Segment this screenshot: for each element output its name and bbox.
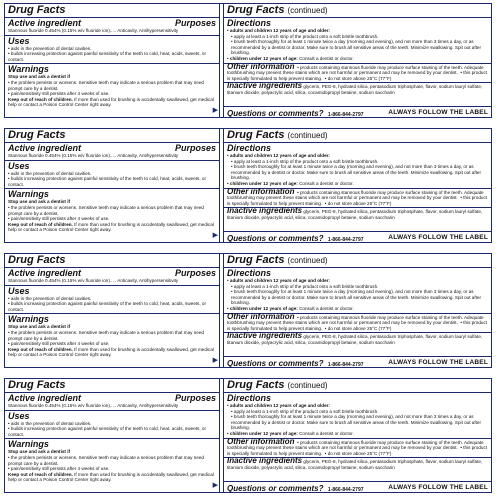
directions-adults-line: • adults and children 12 years of age and older:: [227, 403, 488, 409]
stop-use-subheading: Stop use and ask a dentist if: [8, 199, 71, 205]
active-ingredient-section: [5, 18, 219, 36]
continued-suffix: (continued): [287, 6, 328, 15]
always-follow-label: ALWAYS FOLLOW THE LABEL: [388, 233, 488, 241]
directions-item: • apply at least a 1-inch strip of the product onto a soft bristle toothbrush.: [227, 409, 488, 415]
warnings-item: • pain/sensitivity still persists after 4 weeks of use.: [8, 216, 216, 222]
keep-out-bold: Keep out of reach of children.: [8, 471, 73, 477]
directions-item: • brush teeth thoroughly for at least 1 minute twice a day (morning and evening), and not more than 3 times a day, or as recommended by a dentist or doctor. Make sure to brush all sensitive areas of the teeth. Minimize swallowing. Spit out after brushing.: [227, 414, 488, 431]
children-bold: children under 12 years of age:: [229, 430, 298, 436]
questions-phone: 1-866-844-2797: [327, 487, 364, 493]
other-information-heading: Other information: [227, 311, 295, 321]
other-information-item3: do not store above 25°C (77°F): [327, 325, 392, 331]
children-text: Consult a dentist or doctor.: [297, 180, 354, 186]
other-information-item3: do not store above 25°C (77°F): [327, 75, 392, 81]
drug-facts-left-column: [5, 129, 220, 242]
warnings-heading: Warnings: [8, 314, 49, 325]
drug-facts-continued-title: [224, 4, 491, 18]
purposes-heading: Purposes: [174, 393, 216, 403]
active-ingredient-heading: Active ingredient: [8, 18, 82, 28]
inactive-ingredients-heading: Inactive ingredients: [227, 81, 303, 91]
other-information-body: products containing stannous fluoride may produce surface staining of the teeth. Adequate toothbrushing may prevent these stains which are not harmful or permanent and may be removed by your dentist.: [227, 314, 484, 326]
uses-item: • aids in the prevention of dental cavities.: [8, 421, 216, 427]
keep-out-bold: Keep out of reach of children.: [8, 221, 73, 227]
other-information-item3: do not store above 25°C (77°F): [327, 200, 392, 206]
other-information-body: products containing stannous fluoride may produce surface staining of the teeth. Adequate toothbrushing may prevent these stains which are not harmful or permanent and may be removed by your dentist.: [227, 64, 484, 76]
questions-label: Questions or comments?: [227, 359, 324, 368]
warnings-item: • the problem persists or worsens. Sensitive teeth may indicate a serious problem that may need prompt care by a dentist.: [8, 455, 216, 466]
continued-title-text: Drug Facts: [227, 254, 285, 266]
drug-facts-panel: [4, 3, 492, 118]
children-text: Consult a dentist or doctor.: [297, 305, 354, 311]
inactive-ingredients-section: [224, 83, 491, 96]
inactive-ingredients-heading: Inactive ingredients: [227, 331, 303, 341]
directions-section: [224, 143, 491, 189]
questions-phone: 1-866-844-2797: [327, 362, 364, 368]
drug-facts-continued-title: [224, 254, 491, 268]
other-information-body: products containing stannous fluoride may produce surface staining of the teeth. Adequate toothbrushing may prevent these stains which are not harmful or permanent and may be removed by your dentist.: [227, 439, 484, 451]
continued-title-text: Drug Facts: [227, 4, 285, 16]
keep-out-text: If more than used for brushing is accidentally swallowed, get medical help or contact a Poison Control Center right away.: [8, 221, 214, 233]
drug-facts-left-column: [5, 379, 220, 492]
drug-facts-continued-title: [224, 379, 491, 393]
warnings-heading: Warnings: [8, 189, 49, 200]
drug-facts-title: Drug Facts: [5, 379, 219, 393]
directions-item: • brush teeth thoroughly for at least 1 minute twice a day (morning and evening), and not more than 3 times a day, or as recommended by a dentist or doctor. Make sure to brush all sensitive areas of the teeth. Minimize swallowing. Spit out after brushing.: [227, 289, 488, 306]
questions-row: [224, 481, 491, 492]
warnings-item: • pain/sensitivity still persists after 4 weeks of use.: [8, 91, 216, 97]
drug-facts-panel: [4, 378, 492, 493]
keep-out-of-reach: [8, 222, 216, 233]
other-information-text: Other information • products containing stannous fluoride may produce surface staining of the teeth. Adequate toothbrushing may prevent these stains which are not harmful or permanent and may be removed by your dentist. • this product is specially formulated to help prevent staining. • do not store above 25°C (77°F): [227, 311, 488, 331]
warnings-section: [5, 64, 219, 109]
other-information-text: Other information • products containing stannous fluoride may produce surface staining of the teeth. Adequate toothbrushing may prevent these stains which are not harmful or permanent and may be removed by your dentist. • this product is specially formulated to help prevent staining. • do not store above 25°C (77°F): [227, 186, 488, 206]
directions-section: [224, 18, 491, 64]
inactive-ingredients-heading: Inactive ingredients: [227, 456, 303, 466]
directions-adults-line: • adults and children 12 years of age and older:: [227, 28, 488, 34]
children-text: Consult a dentist or doctor.: [297, 55, 354, 61]
inactive-ingredients-section: [224, 458, 491, 471]
directions-heading: Directions: [227, 393, 272, 403]
inactive-ingredients-section: [224, 333, 491, 346]
uses-section: [5, 411, 219, 440]
inactive-ingredients-body: glycerin, PEG-8, hydrated silica, pentasodium triphosphate, flavor, sodium lauryl sulfate, titanium dioxide, polyacrylic acid, silica, cocamidopropyl betaine, sodium saccharin: [227, 209, 483, 220]
uses-item: • builds increasing protection against painful sensitivity of the teeth to cold, heat, acids, sweets, or contact.: [8, 176, 216, 187]
active-ingredient-line: Stannous fluoride 0.454% (0.15% w/v fluoride ion)..... Anticavity, Antihypersensitivity: [8, 28, 179, 33]
keep-out-text: If more than used for brushing is accidentally swallowed, get medical help or contact a Poison Control Center right away.: [8, 471, 214, 483]
warnings-heading: Warnings: [8, 64, 49, 75]
directions-section: [224, 393, 491, 439]
uses-section: [5, 161, 219, 190]
other-information-heading: Other information: [227, 186, 295, 196]
continue-arrow-icon: ▶: [212, 482, 218, 489]
directions-item: • brush teeth thoroughly for at least 1 minute twice a day (morning and evening), and not more than 3 times a day, or as recommended by a dentist or doctor. Make sure to brush all sensitive areas of the teeth. Minimize swallowing. Spit out after brushing.: [227, 39, 488, 56]
drug-facts-panel: [4, 128, 492, 243]
active-ingredient-section: [5, 268, 219, 286]
inactive-ingredients-body: glycerin, PEG-8, hydrated silica, pentasodium triphosphate, flavor, sodium lauryl sulfate, titanium dioxide, polyacrylic acid, silica, cocamidopropyl betaine, sodium saccharin: [227, 459, 483, 470]
directions-heading: Directions: [227, 268, 272, 278]
questions-phone: 1-866-844-2797: [327, 237, 364, 243]
other-information-text: Other information • products containing stannous fluoride may produce surface staining of the teeth. Adequate toothbrushing may prevent these stains which are not harmful or permanent and may be removed by your dentist. • this product is specially formulated to help prevent staining. • do not store above 25°C (77°F): [227, 61, 488, 81]
active-ingredient-line: Stannous fluoride 0.454% (0.15% w/v fluoride ion)..... Anticavity, Antihypersensitivity: [8, 278, 179, 283]
keep-out-of-reach: [8, 347, 216, 358]
warnings-section: [5, 189, 219, 234]
questions-group: [227, 228, 364, 246]
questions-group: [227, 353, 364, 371]
purposes-heading: Purposes: [174, 268, 216, 278]
directions-item: • apply at least a 1-inch strip of the product onto a soft bristle toothbrush.: [227, 159, 488, 165]
uses-section: [5, 36, 219, 65]
other-information-item2: this product is specially formulated to help prevent staining.: [227, 70, 488, 81]
continued-suffix: (continued): [287, 256, 328, 265]
active-ingredient-line: Stannous fluoride 0.454% (0.15% w/v fluoride ion)..... Anticavity, Antihypersensitivity: [8, 403, 179, 408]
warnings-item: • pain/sensitivity still persists after 4 weeks of use.: [8, 341, 216, 347]
stop-use-subheading: Stop use and ask a dentist if: [8, 324, 71, 330]
other-information-item2: this product is specially formulated to help prevent staining.: [227, 195, 488, 206]
questions-phone: 1-866-844-2797: [327, 112, 364, 118]
inactive-ingredients-text: [227, 208, 488, 220]
drug-facts-left-column: [5, 4, 220, 117]
warnings-heading: Warnings: [8, 439, 49, 450]
purposes-heading: Purposes: [174, 18, 216, 28]
drug-facts-title: Drug Facts: [5, 4, 219, 18]
uses-section: [5, 286, 219, 315]
warnings-item: • the problem persists or worsens. Sensitive teeth may indicate a serious problem that may need prompt care by a dentist.: [8, 80, 216, 91]
inactive-ingredients-heading: Inactive ingredients: [227, 206, 303, 216]
children-bold: children under 12 years of age:: [229, 180, 298, 186]
children-bold: children under 12 years of age:: [229, 55, 298, 61]
always-follow-label: ALWAYS FOLLOW THE LABEL: [388, 483, 488, 491]
uses-item: • aids in the prevention of dental cavities.: [8, 46, 216, 52]
uses-heading: Uses: [8, 160, 30, 171]
directions-item: • apply at least a 1-inch strip of the product onto a soft bristle toothbrush.: [227, 284, 488, 290]
uses-item: • builds increasing protection against painful sensitivity of the teeth to cold, heat, acids, sweets, or contact.: [8, 301, 216, 312]
uses-item: • builds increasing protection against painful sensitivity of the teeth to cold, heat, acids, sweets, or contact.: [8, 426, 216, 437]
uses-item: • aids in the prevention of dental cavities.: [8, 171, 216, 177]
active-ingredient-section: [5, 143, 219, 161]
other-information-item3: do not store above 25°C (77°F): [327, 450, 392, 456]
questions-row: [224, 231, 491, 242]
continue-arrow-icon: ▶: [212, 232, 218, 239]
stop-use-subheading: Stop use and ask a dentist if: [8, 449, 71, 455]
drug-facts-right-column: [223, 129, 491, 242]
keep-out-text: If more than used for brushing is accidentally swallowed, get medical help or contact a Poison Control Center right away.: [8, 346, 214, 358]
children-text: Consult a dentist or doctor.: [297, 430, 354, 436]
questions-row: [224, 106, 491, 117]
inactive-ingredients-body: glycerin, PEG-8, hydrated silica, pentasodium triphosphate, flavor, sodium lauryl sulfate, titanium dioxide, polyacrylic acid, silica, cocamidopropyl betaine, sodium saccharin: [227, 334, 483, 345]
drug-facts-right-column: [223, 379, 491, 492]
questions-group: [227, 103, 364, 121]
continued-suffix: (continued): [287, 131, 328, 140]
other-information-heading: Other information: [227, 61, 295, 71]
questions-group: [227, 478, 364, 496]
active-ingredient-heading: Active ingredient: [8, 393, 82, 403]
inactive-ingredients-body: glycerin, PEG-8, hydrated silica, pentasodium triphosphate, flavor, sodium lauryl sulfate, titanium dioxide, polyacrylic acid, silica, cocamidopropyl betaine, sodium saccharin: [227, 84, 483, 95]
keep-out-text: If more than used for brushing is accidentally swallowed, get medical help or contact a Poison Control Center right away.: [8, 96, 214, 108]
active-ingredient-heading: Active ingredient: [8, 268, 82, 278]
always-follow-label: ALWAYS FOLLOW THE LABEL: [388, 358, 488, 366]
uses-item: • builds increasing protection against painful sensitivity of the teeth to cold, heat, acids, sweets, or contact.: [8, 51, 216, 62]
keep-out-bold: Keep out of reach of children.: [8, 346, 73, 352]
active-ingredient-line: Stannous fluoride 0.454% (0.15% w/v fluoride ion)..... Anticavity, Antihypersensitivity: [8, 153, 179, 158]
drug-facts-continued-title: [224, 129, 491, 143]
continued-title-text: Drug Facts: [227, 379, 285, 391]
continued-suffix: (continued): [287, 381, 328, 390]
keep-out-of-reach: [8, 472, 216, 483]
questions-label: Questions or comments?: [227, 109, 324, 118]
other-information-heading: Other information: [227, 436, 295, 446]
inactive-ingredients-section: [224, 208, 491, 221]
continue-arrow-icon: ▶: [212, 357, 218, 364]
inactive-ingredients-text: [227, 83, 488, 95]
children-bold: children under 12 years of age:: [229, 305, 298, 311]
warnings-section: [5, 439, 219, 484]
other-information-item2: this product is specially formulated to help prevent staining.: [227, 320, 488, 331]
active-ingredient-heading: Active ingredient: [8, 143, 82, 153]
uses-heading: Uses: [8, 35, 30, 46]
active-ingredient-section: [5, 393, 219, 411]
warnings-item: • the problem persists or worsens. Sensitive teeth may indicate a serious problem that may need prompt care by a dentist.: [8, 205, 216, 216]
directions-section: [224, 268, 491, 314]
uses-heading: Uses: [8, 410, 30, 421]
directions-heading: Directions: [227, 18, 272, 28]
drug-facts-title: Drug Facts: [5, 254, 219, 268]
other-information-item2: this product is specially formulated to help prevent staining.: [227, 445, 488, 456]
uses-item: • aids in the prevention of dental cavities.: [8, 296, 216, 302]
other-information-body: products containing stannous fluoride may produce surface staining of the teeth. Adequate toothbrushing may prevent these stains which are not harmful or permanent and may be removed by your dentist.: [227, 189, 484, 201]
continue-arrow-icon: ▶: [212, 107, 218, 114]
other-information-text: Other information • products containing stannous fluoride may produce surface staining of the teeth. Adequate toothbrushing may prevent these stains which are not harmful or permanent and may be removed by your dentist. • this product is specially formulated to help prevent staining. • do not store above 25°C (77°F): [227, 436, 488, 456]
directions-item: • brush teeth thoroughly for at least 1 minute twice a day (morning and evening), and not more than 3 times a day, or as recommended by a dentist or doctor. Make sure to brush all sensitive areas of the teeth. Minimize swallowing. Spit out after brushing.: [227, 164, 488, 181]
inactive-ingredients-text: [227, 458, 488, 470]
purposes-heading: Purposes: [174, 143, 216, 153]
questions-row: [224, 356, 491, 367]
drug-facts-panel: [4, 253, 492, 368]
drug-facts-title: Drug Facts: [5, 129, 219, 143]
warnings-item: • pain/sensitivity still persists after 4 weeks of use.: [8, 466, 216, 472]
questions-label: Questions or comments?: [227, 484, 324, 493]
keep-out-of-reach: [8, 97, 216, 108]
always-follow-label: ALWAYS FOLLOW THE LABEL: [388, 108, 488, 116]
keep-out-bold: Keep out of reach of children.: [8, 96, 73, 102]
questions-label: Questions or comments?: [227, 234, 324, 243]
drug-facts-right-column: [223, 4, 491, 117]
directions-heading: Directions: [227, 143, 272, 153]
directions-adults-line: • adults and children 12 years of age and older:: [227, 278, 488, 284]
uses-heading: Uses: [8, 285, 30, 296]
warnings-section: [5, 314, 219, 359]
drug-facts-left-column: [5, 254, 220, 367]
warnings-item: • the problem persists or worsens. Sensitive teeth may indicate a serious problem that may need prompt care by a dentist.: [8, 330, 216, 341]
inactive-ingredients-text: [227, 333, 488, 345]
drug-facts-right-column: [223, 254, 491, 367]
stop-use-subheading: Stop use and ask a dentist if: [8, 74, 71, 80]
directions-adults-line: • adults and children 12 years of age and older:: [227, 153, 488, 159]
directions-item: • apply at least a 1-inch strip of the product onto a soft bristle toothbrush.: [227, 34, 488, 40]
continued-title-text: Drug Facts: [227, 129, 285, 141]
